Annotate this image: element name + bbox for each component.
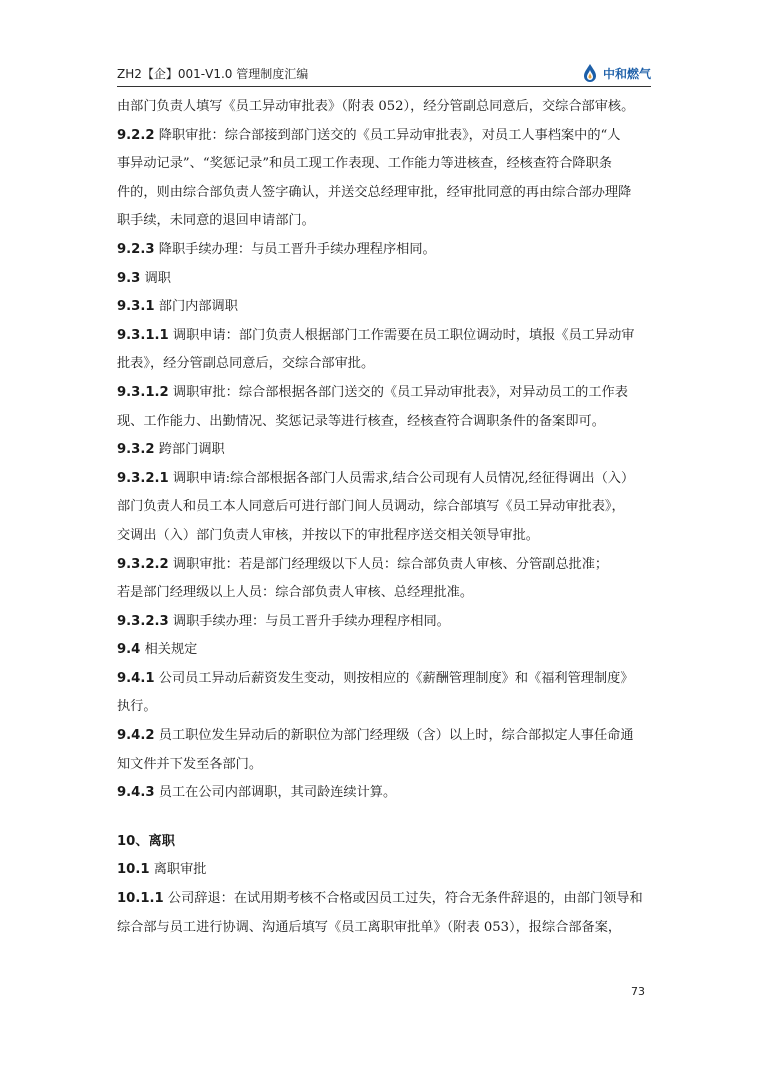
clause-number: 9.3.2.1 [117, 470, 169, 486]
text-line [117, 636, 657, 665]
text-line [117, 93, 657, 122]
text-line [117, 914, 657, 943]
page-number: 73 [631, 985, 645, 998]
header-title: ZH2【企】001-V1.0 管理制度汇编 [117, 67, 309, 81]
text-line [117, 885, 657, 914]
clause-number: 9.3.2.3 [117, 613, 169, 629]
text-line [117, 408, 657, 437]
clause-number: 9.2.3 [117, 241, 155, 257]
text-line [117, 579, 657, 608]
clause-number: 9.3 [117, 270, 141, 286]
clause-text: 若是部门经理级以上人员：综合部负责人审核、总经理批准。 [117, 585, 474, 601]
clause-number: 9.3.1.1 [117, 327, 169, 343]
text-line [117, 150, 657, 179]
clause-text: 调职审批：若是部门经理级以下人员：综合部负责人审核、分管副总批准； [168, 556, 609, 572]
clause-number: 9.4 [117, 642, 141, 658]
clause-number: 9.3.1.2 [117, 384, 169, 400]
text-line [117, 779, 657, 808]
clause-number: 9.2.2 [117, 127, 155, 143]
clause-text: 调职申请：部门负责人根据部门工作需要在员工职位调动时，填报《员工异动审 [168, 327, 635, 343]
clause-text: 部门内部调职 [154, 299, 238, 315]
clause-text: 离职审批 [149, 862, 207, 878]
text-line [117, 751, 657, 780]
clause-number: 9.3.2 [117, 442, 155, 458]
clause-text: 知文件并下发至各部门。 [117, 756, 263, 772]
text-line [117, 379, 657, 408]
clause-text: 批表》，经分管副总同意后，交综合部审批。 [117, 356, 375, 372]
clause-text: 相关规定 [140, 642, 198, 658]
clause-text: 执行。 [117, 699, 157, 715]
text-line [117, 436, 657, 465]
clause-text: 员工在公司内部调职，其司龄连续计算。 [154, 785, 397, 801]
company-logo [581, 63, 651, 83]
text-line [117, 722, 657, 751]
clause-number: 9.4.3 [117, 785, 155, 801]
clause-number: 10.1 [117, 862, 150, 878]
text-line [117, 665, 657, 694]
text-line [117, 522, 657, 551]
clause-text: 交调出（入）部门负责人审核，并按以下的审批程序送交相关领导审批。 [117, 527, 539, 543]
text-line [117, 122, 657, 151]
clause-text: 调职手续办理：与员工晋升手续办理程序相同。 [168, 613, 450, 629]
section-10-lines [117, 856, 657, 942]
clause-number: 9.3.2.2 [117, 556, 169, 572]
text-line [117, 608, 657, 637]
page-header [117, 52, 651, 87]
text-line [117, 856, 657, 885]
text-line [117, 265, 657, 294]
logo-text: 中和燃气 [602, 66, 651, 81]
clause-text: 职手续，未同意的退回申请部门。 [117, 213, 315, 229]
spacer [117, 808, 657, 828]
clause-text: 现、工作能力、出勤情况、奖惩记录等进行核查，经核查符合调职条件的备案即可。 [117, 413, 605, 429]
clause-text: 降职手续办理：与员工晋升手续办理程序相同。 [154, 241, 436, 257]
text-line [117, 493, 657, 522]
text-line [117, 465, 657, 494]
clause-text: 降职审批：综合部接到部门送交的《员工异动审批表》，对员工人事档案中的“人 [154, 127, 621, 143]
clause-text: 公司辞退：在试用期考核不合格或因员工过失，符合无条件辞退的，由部门领导和 [163, 891, 643, 907]
flame-drop-icon [581, 63, 599, 83]
clause-number: 9.3.1 [117, 299, 155, 315]
text-line [117, 350, 657, 379]
clause-text: 公司员工异动后薪资发生变动，则按相应的《薪酬管理制度》和《福利管理制度》 [154, 670, 634, 686]
clause-text: 综合部与员工进行协调、沟通后填写《员工离职审批单》（附表 053），报综合部备案， [117, 919, 622, 935]
text-line [117, 207, 657, 236]
clause-number: 9.4.2 [117, 728, 155, 744]
clause-text: 调职申请:综合部根据各部门人员需求,结合公司现有人员情况,经征得调出（入） [168, 470, 635, 486]
clause-text: 由部门负责人填写《员工异动审批表》（附表 052），经分管副总同意后，交综合部审核。 [117, 99, 635, 114]
clause-number: 9.4.1 [117, 670, 155, 686]
clause-text: 部门负责人和员工本人同意后可进行部门间人员调动，综合部填写《员工异动审批表》， [117, 499, 625, 515]
text-line [117, 236, 657, 265]
clause-text: 件的，则由综合部负责人签字确认，并送交总经理审批，经审批同意的再由综合部办理降 [117, 184, 632, 200]
document-body [117, 93, 657, 942]
text-line [117, 322, 657, 351]
text-line [117, 551, 657, 580]
text-line [117, 293, 657, 322]
section-heading: 10、离职 [117, 833, 175, 849]
clause-text: 调职审批：综合部根据各部门送交的《员工异动审批表》，对异动员工的工作表 [168, 384, 628, 400]
clause-text: 跨部门调职 [154, 442, 225, 458]
text-line [117, 179, 657, 208]
clause-text: 调职 [140, 270, 171, 286]
clause-text: 员工职位发生异动后的新职位为部门经理级（含）以上时，综合部拟定人事任命通 [154, 728, 634, 744]
clause-text: 事异动记录”、“奖惩记录”和员工现工作表现、工作能力等进核查，经核查符合降职条 [117, 156, 612, 172]
text-line [117, 693, 657, 722]
clause-number: 10.1.1 [117, 891, 164, 907]
section-9-lines [117, 93, 657, 808]
